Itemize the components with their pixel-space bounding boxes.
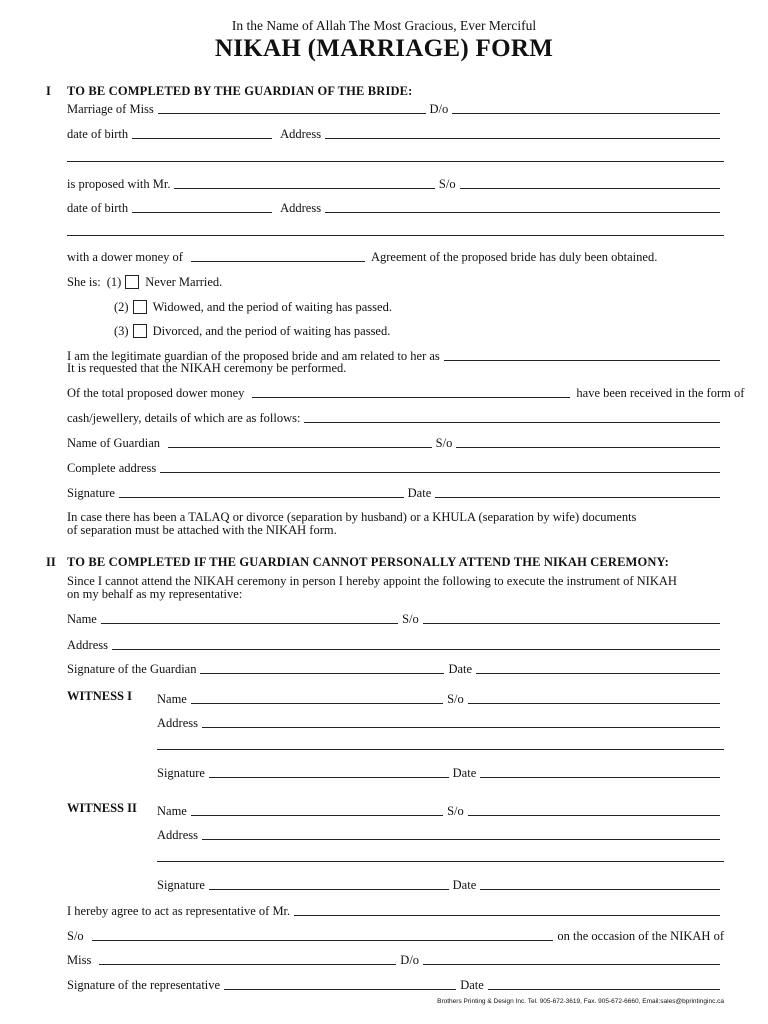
form-title: NIKAH (MARRIAGE) FORM [214, 35, 554, 62]
witness-1-label: WITNESS I [67, 689, 132, 703]
witness-1-signature-row: Signature Date [157, 764, 724, 780]
witness-2-signature-field[interactable] [209, 889, 449, 890]
dower-amount-field[interactable] [191, 261, 365, 262]
section-2-heading: TO BE COMPLETED IF THE GUARDIAN CANNOT PERSONALLY ATTEND THE NIKAH CEREMONY: [67, 555, 669, 569]
bride-address-field-2[interactable] [67, 161, 724, 162]
relation-field[interactable] [444, 360, 720, 361]
witness-1-name-field[interactable] [191, 703, 443, 704]
widowed-checkbox[interactable] [133, 300, 147, 314]
appoint-text-line-2: on my behalf as my representative: [67, 587, 243, 601]
divorced-checkbox[interactable] [133, 324, 147, 338]
witness-2-date-field[interactable] [480, 889, 720, 890]
guardian-father-field[interactable] [456, 447, 720, 448]
witness-2-address-field-2[interactable] [157, 861, 724, 862]
witness-1-address-row: Address [157, 714, 724, 730]
witness-1-date-field[interactable] [480, 777, 720, 778]
witness-1-address-field[interactable] [202, 727, 720, 728]
legitimate-guardian-row: I am the legitimate guardian of the proposed bride and am related to her as [67, 347, 724, 363]
witness-2-label: WITNESS II [67, 801, 137, 815]
bride-dob-row: date of birth Address [67, 125, 724, 141]
miss-row: Miss D/o [67, 951, 724, 967]
guardian-signature-field[interactable] [119, 497, 404, 498]
groom-dob-field[interactable] [132, 212, 272, 213]
bismillah-line: In the Name of Allah The Most Gracious, Ever Merciful [231, 18, 537, 33]
witness-1-signature-field[interactable] [209, 777, 449, 778]
never-married-checkbox[interactable] [125, 275, 139, 289]
guardian-signature2-field[interactable] [200, 673, 444, 674]
witness-2-name-field[interactable] [191, 815, 443, 816]
witness-2-father-field[interactable] [468, 815, 720, 816]
representative-name-row: Name S/o [67, 610, 724, 626]
bride-dob-field[interactable] [132, 138, 272, 139]
dower-received-field[interactable] [252, 397, 570, 398]
guardian-date2-field[interactable] [476, 673, 720, 674]
section-1-heading: TO BE COMPLETED BY THE GUARDIAN OF THE BRIDE: [67, 84, 413, 98]
groom-name-field[interactable] [174, 188, 434, 189]
she-is-option-3: (3) Divorced, and the period of waiting has passed. [114, 324, 391, 338]
witness-2-name-row: Name S/o [157, 802, 724, 818]
groom-address-field[interactable] [325, 212, 720, 213]
guardian-address-row: Complete address [67, 459, 724, 475]
groom-address-field-2[interactable] [67, 235, 724, 236]
appoint-text-line-1: Since I cannot attend the NIKAH ceremony in person I hereby appoint the following to execute the instrument of NIKAH [67, 574, 677, 588]
request-ceremony-text: It is requested that the NIKAH ceremony be performed. [67, 361, 347, 375]
cash-details-field[interactable] [304, 422, 720, 423]
witness-2-address-field[interactable] [202, 839, 720, 840]
bride-father-field[interactable] [452, 113, 720, 114]
representative-date-field[interactable] [488, 989, 720, 990]
witness-2-address-row: Address [157, 826, 724, 842]
talaq-note-line-1: In case there has been a TALAQ or divorce (separation by husband) or a KHULA (separation by wife) documents [67, 510, 637, 524]
guardian-date-field[interactable] [435, 497, 720, 498]
bride-address-field[interactable] [325, 138, 720, 139]
witness-2-signature-row: Signature Date [157, 876, 724, 892]
representative-name-field[interactable] [101, 623, 398, 624]
printer-footer: Brothers Printing & Design Inc. Tel. 905-672-3619, Fax. 905-672-6660, Email:sales@bprintinginc.ca [437, 998, 724, 1005]
representative-signature-row: Signature of the representative Date [67, 976, 724, 992]
guardian-name-field[interactable] [168, 447, 432, 448]
agree-mr-field[interactable] [294, 915, 720, 916]
representative-signature-field[interactable] [224, 989, 456, 990]
groom-dob-row: date of birth Address [67, 199, 724, 215]
guardian-signature-row: Signature Date [67, 484, 724, 500]
agree-representative-row: I hereby agree to act as representative of Mr. [67, 902, 724, 918]
marriage-of-miss-row: Marriage of Miss D/o [67, 100, 724, 116]
she-is-option-1: She is: (1) Never Married. [67, 275, 223, 289]
guardian-address-field[interactable] [160, 472, 720, 473]
cash-details-row: cash/jewellery, details of which are as follows: [67, 409, 724, 425]
she-is-option-2: (2) Widowed, and the period of waiting has passed. [114, 300, 392, 314]
representative-father-field[interactable] [423, 623, 720, 624]
total-dower-row: Of the total proposed dower money have been received in the form of [67, 386, 745, 400]
guardian-name-row: Name of Guardian S/o [67, 434, 724, 450]
witness-1-father-field[interactable] [468, 703, 720, 704]
section-2-number: II [46, 555, 56, 569]
talaq-note-line-2: of separation must be attached with the NIKAH form. [67, 523, 337, 537]
representative-address-field[interactable] [112, 649, 720, 650]
occasion-row: S/o on the occasion of the NIKAH of [67, 929, 724, 943]
dower-row: with a dower money of Agreement of the proposed bride has duly been obtained. [67, 250, 658, 264]
proposed-with-row: is proposed with Mr. S/o [67, 175, 724, 191]
witness-1-address-field-2[interactable] [157, 749, 724, 750]
groom-father-field[interactable] [460, 188, 720, 189]
witness-1-name-row: Name S/o [157, 690, 724, 706]
miss-father-field[interactable] [423, 964, 720, 965]
bride-name-field[interactable] [158, 113, 426, 114]
miss-name-field[interactable] [99, 964, 396, 965]
occasion-father-field[interactable] [92, 940, 554, 941]
representative-address-row: Address [67, 636, 724, 652]
guardian-sig2-row: Signature of the Guardian Date [67, 660, 724, 676]
section-1-number: I [46, 84, 51, 98]
